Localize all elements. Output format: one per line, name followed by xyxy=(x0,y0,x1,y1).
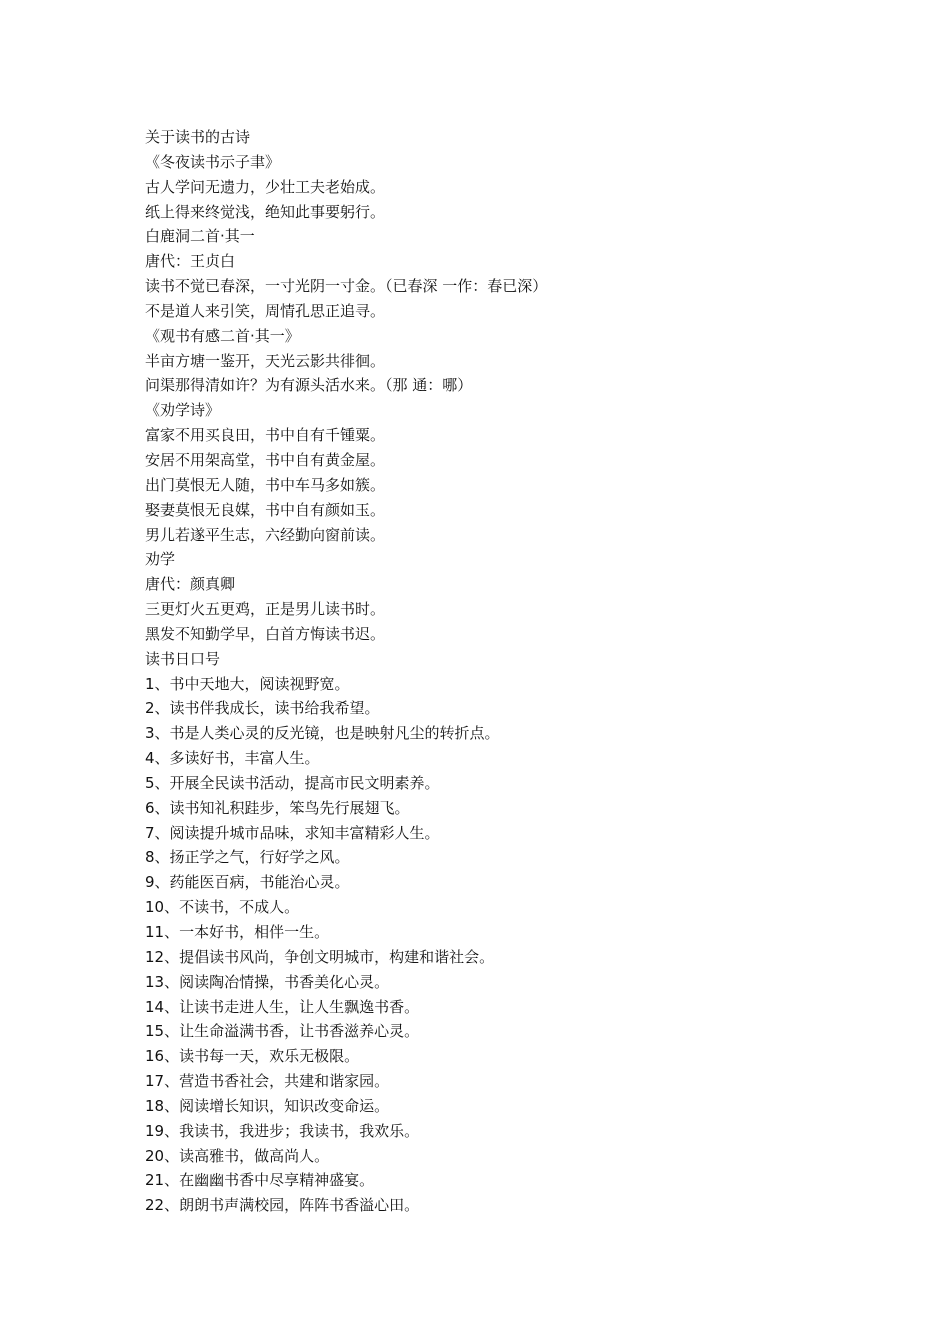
poem-line: 出门莫恨无人随，书中车马多如簇。 xyxy=(145,475,386,494)
slogan-item: 9、药能医百病，书能治心灵。 xyxy=(145,873,350,892)
poem-line: 安居不用架高堂，书中自有黄金屋。 xyxy=(145,450,386,469)
poem-title-4: 《劝学诗》 xyxy=(145,401,221,420)
poem-line: 三更灯火五更鸡，正是男儿读书时。 xyxy=(145,600,386,619)
slogan-item: 21、在幽幽书香中尽享精神盛宴。 xyxy=(145,1171,375,1190)
poem-title-1: 《冬夜读书示子聿》 xyxy=(145,152,281,171)
slogan-item: 11、一本好书，相伴一生。 xyxy=(145,923,330,941)
slogan-item: 2、读书伴我成长，读书给我希望。 xyxy=(145,699,380,718)
slogan-item: 16、读书每一天，欢乐无极限。 xyxy=(145,1047,360,1066)
slogan-item: 1、书中天地大，阅读视野宽。 xyxy=(145,674,350,693)
slogan-item: 6、读书知礼积跬步，笨鸟先行展翅飞。 xyxy=(145,798,410,817)
document-body xyxy=(145,125,845,1218)
poem-line: 古人学问无遗力，少壮工夫老始成。 xyxy=(145,177,386,196)
poem-title-3: 《观书有感二首·其一》 xyxy=(145,326,300,345)
slogan-item: 15、让生命溢满书香，让书香滋养心灵。 xyxy=(145,1022,420,1041)
poem-line: 读书不觉已春深，一寸光阴一寸金。（已春深 一作：春已深） xyxy=(145,277,548,296)
doc-title: 关于读书的古诗 xyxy=(145,128,251,146)
poem-line: 富家不用买良田，书中自有千锺粟。 xyxy=(145,426,386,445)
poem-author: 唐代：王贞白 xyxy=(145,252,236,271)
slogan-item: 19、我读书，我进步；我读书，我欢乐。 xyxy=(145,1121,420,1140)
poem-line: 不是道人来引笑，周情孔思正追寻。 xyxy=(145,301,386,320)
slogan-item: 18、阅读增长知识，知识改变命运。 xyxy=(145,1096,390,1115)
slogan-section-title: 读书日口号 xyxy=(145,649,221,668)
poem-title-2: 白鹿洞二首·其一 xyxy=(145,227,255,246)
poem-line: 黑发不知勤学早，白首方悔读书迟。 xyxy=(145,624,386,643)
poem-line: 纸上得来终觉浅，绝知此事要躬行。 xyxy=(145,202,386,221)
slogan-item: 17、营造书香社会，共建和谐家园。 xyxy=(145,1072,390,1091)
poem-author: 唐代：颜真卿 xyxy=(145,575,236,594)
poem-line: 问渠那得清如许？为有源头活水来。（那 通：哪） xyxy=(145,376,473,395)
poem-line: 半亩方塘一鉴开，天光云影共徘徊。 xyxy=(145,351,386,370)
slogan-item: 22、朗朗书声满校园，阵阵书香溢心田。 xyxy=(145,1196,420,1215)
slogan-item: 5、开展全民读书活动，提高市民文明素养。 xyxy=(145,773,440,792)
slogan-item: 3、书是人类心灵的反光镜，也是映射凡尘的转折点。 xyxy=(145,724,500,743)
slogan-item: 14、让读书走进人生，让人生飘逸书香。 xyxy=(145,997,420,1016)
slogan-item: 20、读高雅书，做高尚人。 xyxy=(145,1146,330,1165)
poem-line: 娶妻莫恨无良媒，书中自有颜如玉。 xyxy=(145,500,386,519)
poem-title-5: 劝学 xyxy=(145,550,176,569)
slogan-item: 7、阅读提升城市品味，求知丰富精彩人生。 xyxy=(145,823,440,842)
slogan-item: 10、不读书，不成人。 xyxy=(145,898,300,917)
poem-line: 男儿若遂平生志，六经勤向窗前读。 xyxy=(145,525,386,544)
slogan-item: 8、扬正学之气，行好学之风。 xyxy=(145,848,350,867)
slogan-item: 12、提倡读书风尚，争创文明城市，构建和谐社会。 xyxy=(145,947,495,966)
slogan-item: 4、多读好书，丰富人生。 xyxy=(145,749,320,768)
slogan-item: 13、阅读陶冶情操，书香美化心灵。 xyxy=(145,972,390,991)
